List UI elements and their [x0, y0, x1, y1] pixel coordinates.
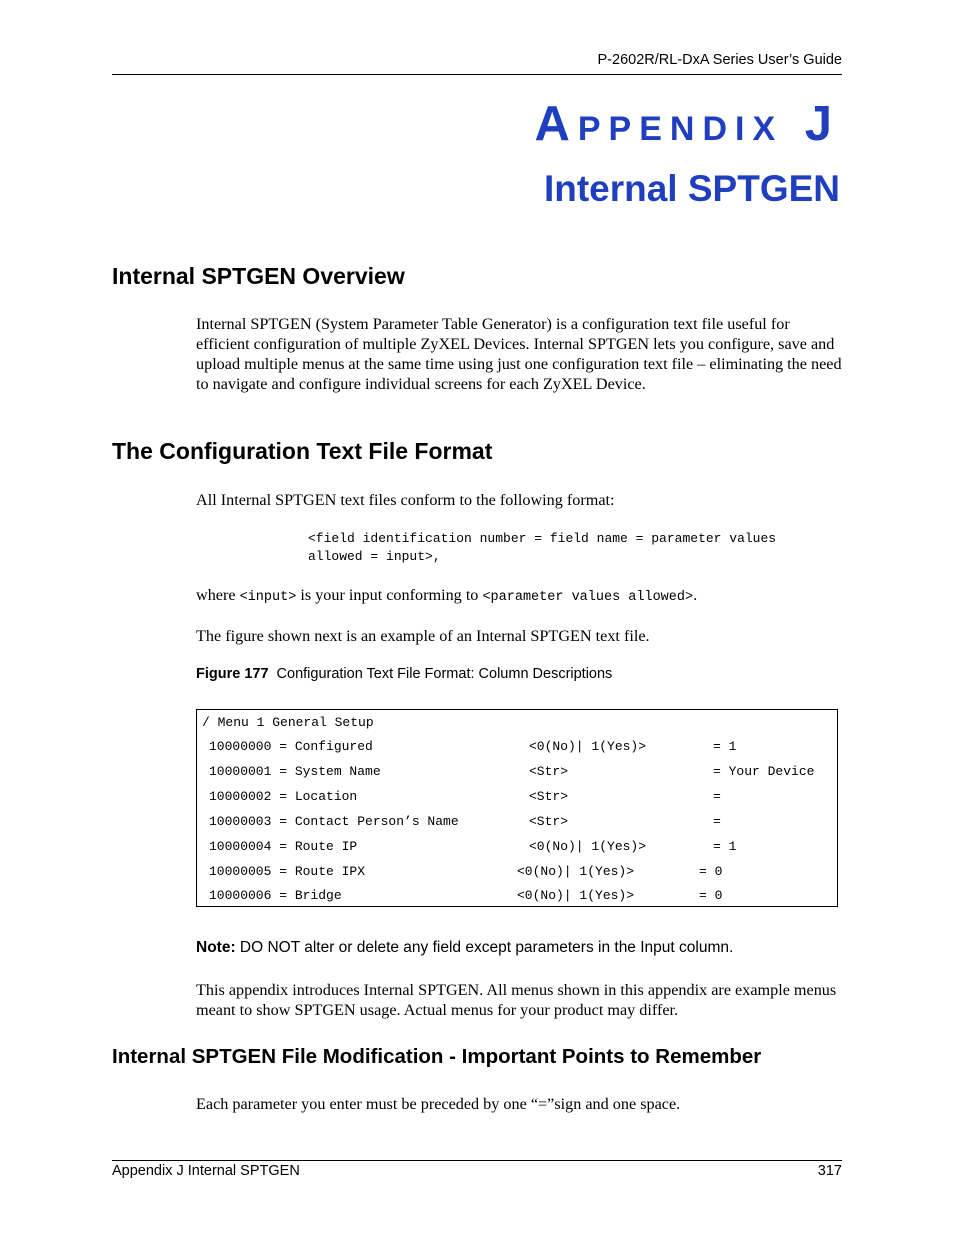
row-input: = 0: [699, 864, 723, 879]
section-heading-overview: Internal SPTGEN Overview: [112, 263, 405, 289]
row-allowed: <0(No)| 1(Yes)>: [529, 739, 647, 754]
row-field: 10000001 = System Name: [209, 764, 381, 779]
row-input: =: [713, 814, 721, 829]
row-field: 10000005 = Route IPX: [209, 864, 366, 879]
where-input-code: <input>: [239, 590, 297, 605]
row-allowed: <Str>: [529, 764, 569, 779]
row-allowed: <0(No)| 1(Yes)>: [517, 888, 635, 903]
note: [196, 939, 733, 957]
points-paragraph: Each parameter you enter must be preceded by one “=”sign and one space.: [196, 1095, 681, 1113]
appendix-label: Appendix J: [534, 97, 840, 151]
figure-caption-text: Configuration Text File Format: Column Descriptions: [276, 666, 613, 682]
row-input: = 0: [699, 888, 723, 903]
footer-chapter-title: Appendix J Internal SPTGEN: [112, 1163, 300, 1179]
footer-divider: [112, 1160, 842, 1161]
section-heading-points: Internal SPTGEN File Modification - Important Points to Remember: [112, 1045, 762, 1068]
where-paragraph: [196, 585, 844, 608]
where-prefix: where: [196, 586, 240, 604]
row-allowed: <Str>: [529, 789, 569, 804]
row-input: =: [713, 789, 721, 804]
row-input: = Your Device: [713, 764, 815, 779]
header-divider: [112, 74, 842, 75]
figure-number: Figure 177: [196, 666, 269, 682]
figure-intro-paragraph: The figure shown next is an example of an Internal SPTGEN text file.: [196, 627, 650, 645]
row-allowed: <Str>: [529, 814, 569, 829]
row-field: 10000002 = Location: [209, 789, 358, 804]
row-allowed: <0(No)| 1(Yes)>: [517, 864, 635, 879]
note-text: DO NOT alter or delete any field except parameters in the Input column.: [235, 939, 734, 956]
appendix-intro-paragraph: This appendix introduces Internal SPTGEN. All menus shown in this appendix are example menus meant to show SPTGEN usage. Actual menus for your product may differ.: [196, 981, 837, 1019]
row-input: = 1: [713, 739, 737, 754]
section-heading-format: The Configuration Text File Format: [112, 438, 493, 464]
header-guide-title: P-2602R/RL-DxA Series User’s Guide: [597, 52, 842, 68]
config-example-box: [196, 709, 838, 907]
where-middle: is your input conforming to: [296, 586, 483, 604]
format-code-block: <field identification number = field name = parameter values allowed = input>,: [308, 531, 777, 564]
row-field: 10000000 = Configured: [209, 739, 373, 754]
menu-header-line: / Menu 1 General Setup: [202, 715, 374, 730]
footer-page-number: 317: [817, 1163, 842, 1179]
appendix-title: Internal SPTGEN: [543, 168, 840, 209]
where-suffix: .: [693, 586, 698, 604]
overview-paragraph: Internal SPTGEN (System Parameter Table Generator) is a configuration text file useful for efficient configuration of multiple ZyXEL Devices. Internal SPTGEN lets you configure, save and upload multiple menus at the same time using just one configuration text file – eliminating the need to navigate and configure individual screens for each ZyXEL Device.: [196, 315, 842, 393]
note-label: Note:: [196, 939, 236, 956]
row-field: 10000003 = Contact Person’s Name: [209, 814, 459, 829]
where-allowed-code: <parameter values allowed>: [482, 590, 694, 605]
format-intro-paragraph: All Internal SPTGEN text files conform to the following format:: [196, 491, 615, 509]
figure-caption: [196, 666, 612, 682]
row-input: = 1: [713, 839, 737, 854]
row-allowed: <0(No)| 1(Yes)>: [529, 839, 647, 854]
row-field: 10000004 = Route IP: [209, 839, 358, 854]
row-field: 10000006 = Bridge: [209, 888, 342, 903]
